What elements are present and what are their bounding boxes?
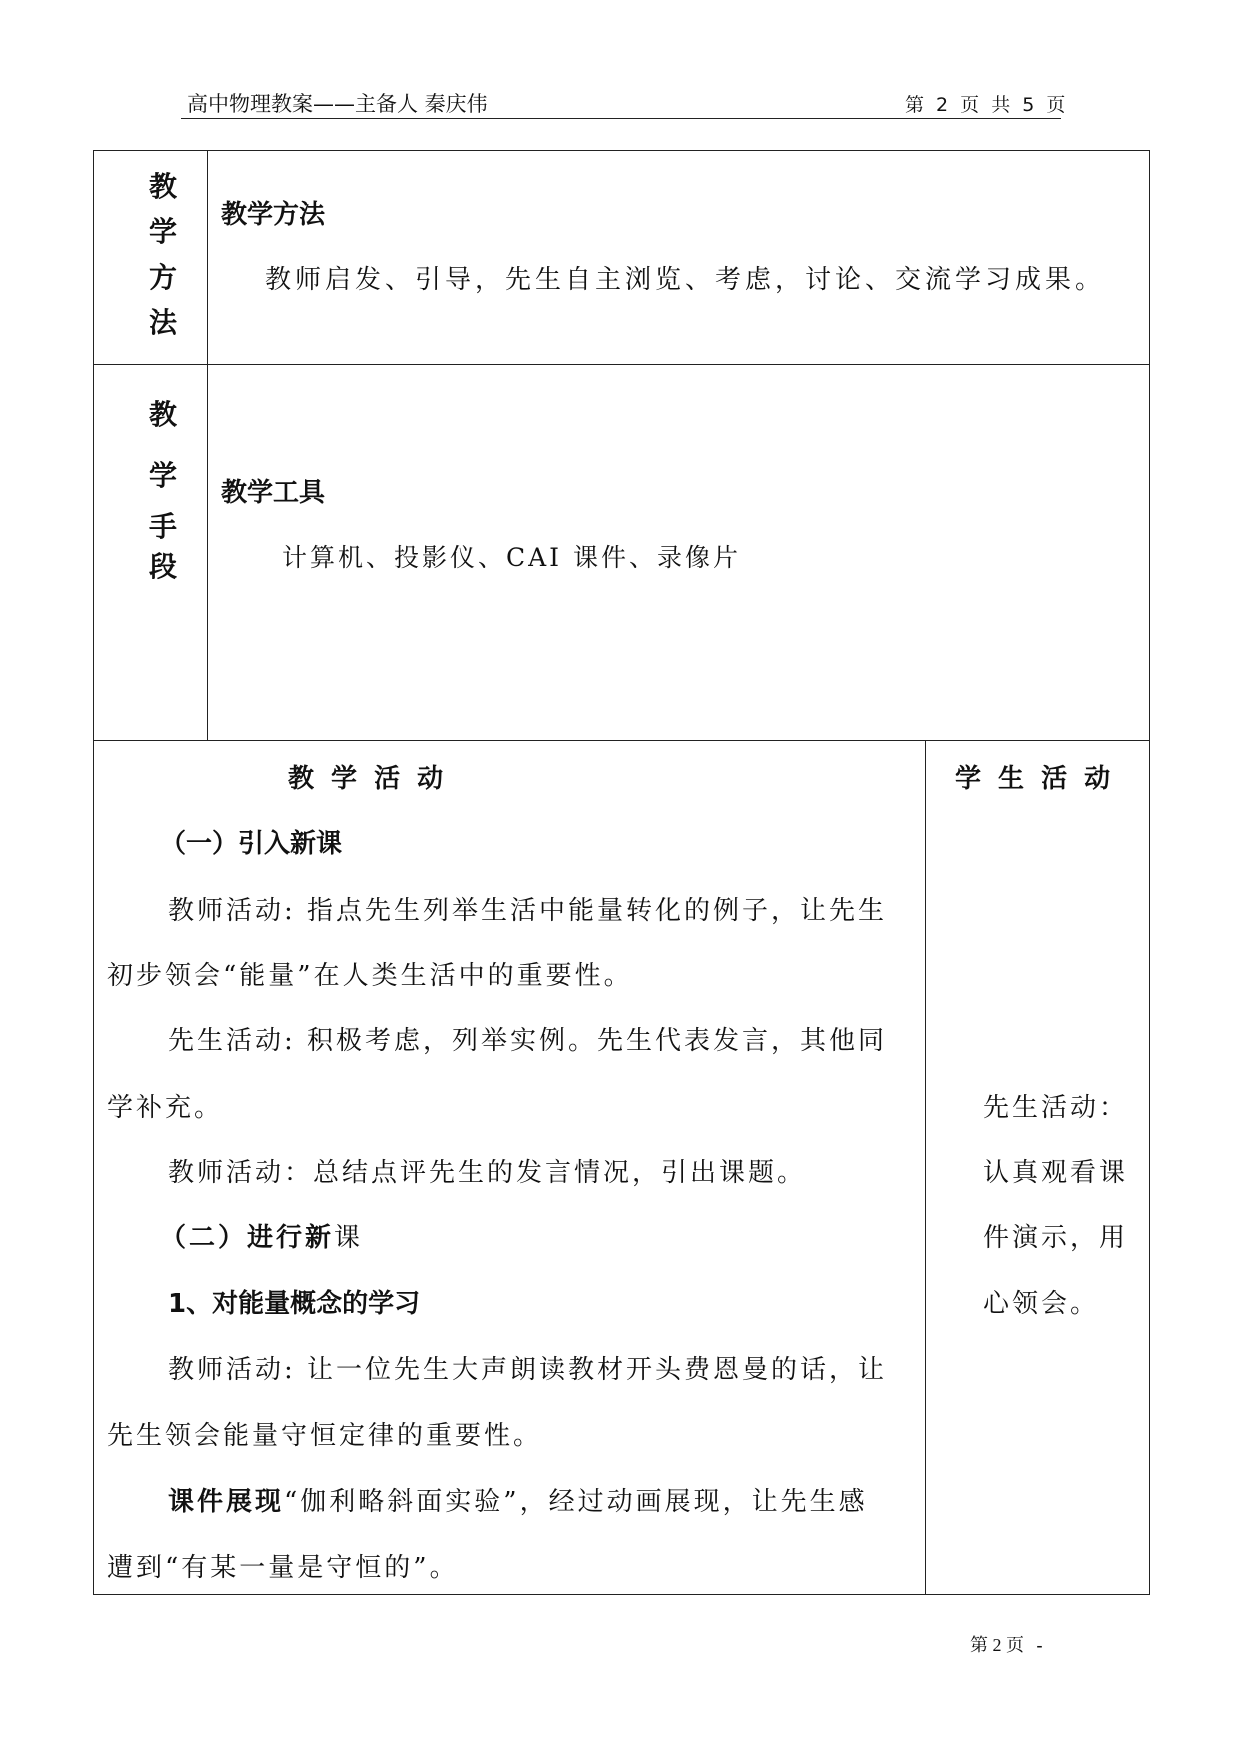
means-label-char: 段	[148, 550, 177, 583]
header-rule	[181, 118, 1061, 119]
document-header-title: 高中物理教案——主备人 秦庆伟	[187, 92, 488, 116]
courseware-bold-label: 课件展现	[168, 1487, 285, 1517]
row-divider-2	[93, 740, 1150, 741]
method-label-char: 教	[148, 170, 177, 203]
student-activity-line: 件演示，用	[983, 1223, 1129, 1253]
method-label-char: 学	[148, 215, 177, 248]
method-text: 教师启发、引导，先生自主浏览、考虑，讨论、交流学习成果。	[265, 265, 1106, 295]
label-column-divider	[207, 150, 208, 741]
method-label-char: 法	[148, 306, 177, 339]
paragraph-line: 先生领会能量守恒定律的重要性。	[107, 1421, 543, 1451]
method-label-char: 方	[148, 261, 177, 294]
student-activity-line: 心领会。	[983, 1289, 1100, 1319]
teacher-activity-header: 教 学 活 动	[288, 764, 448, 794]
paragraph-line: 教师活动: 让一位先生大声朗读教材开头费恩曼的话，让	[168, 1355, 888, 1385]
paragraph-line	[168, 1481, 868, 1518]
paragraph-line: 先生活动: 积极考虑，列举实例。先生代表发言，其他同	[168, 1026, 888, 1056]
paragraph-line: 初步领会“能量”在人类生活中的重要性。	[107, 961, 633, 991]
part2-title-bold: （二）进行新	[160, 1223, 335, 1253]
student-activity-line: 先生活动：	[983, 1093, 1129, 1123]
sub1-title: 1、对能量概念的学习	[168, 1289, 421, 1319]
paragraph-text: “伽利略斜面实验”，经过动画展现，让先生感	[284, 1487, 868, 1517]
student-activity-header: 学 生 活 动	[955, 764, 1115, 794]
paragraph-line: 教师活动：总结点评先生的发言情况，引出课题。	[168, 1158, 807, 1188]
activity-column-divider	[925, 740, 926, 1595]
means-label-char: 教	[148, 398, 177, 431]
part2-title-end: 课	[334, 1223, 364, 1253]
student-activity-line: 认真观看课	[983, 1158, 1129, 1188]
page-footer	[970, 1631, 1043, 1657]
means-title: 教学工具	[221, 478, 326, 508]
footer-page-label: 第 2 页	[970, 1635, 1024, 1655]
paragraph-line: 遭到“有某一量是守恒的”。	[107, 1553, 459, 1583]
part1-title: （一）引入新课	[160, 829, 343, 859]
paragraph-line: 教师活动: 指点先生列举生活中能量转化的例子，让先生	[168, 896, 888, 926]
document-header-page: 第 2 页 共 5 页	[905, 94, 1069, 116]
means-text: 计算机、投影仪、CAI 课件、录像片	[282, 543, 742, 572]
paragraph-line: 学补充。	[107, 1093, 224, 1123]
part2-title	[160, 1217, 363, 1254]
means-label-char: 学	[148, 459, 177, 492]
row-divider-1	[93, 364, 1150, 365]
method-title: 教学方法	[221, 200, 326, 230]
footer-dash: -	[1036, 1635, 1043, 1655]
means-label-char: 手	[148, 510, 177, 543]
